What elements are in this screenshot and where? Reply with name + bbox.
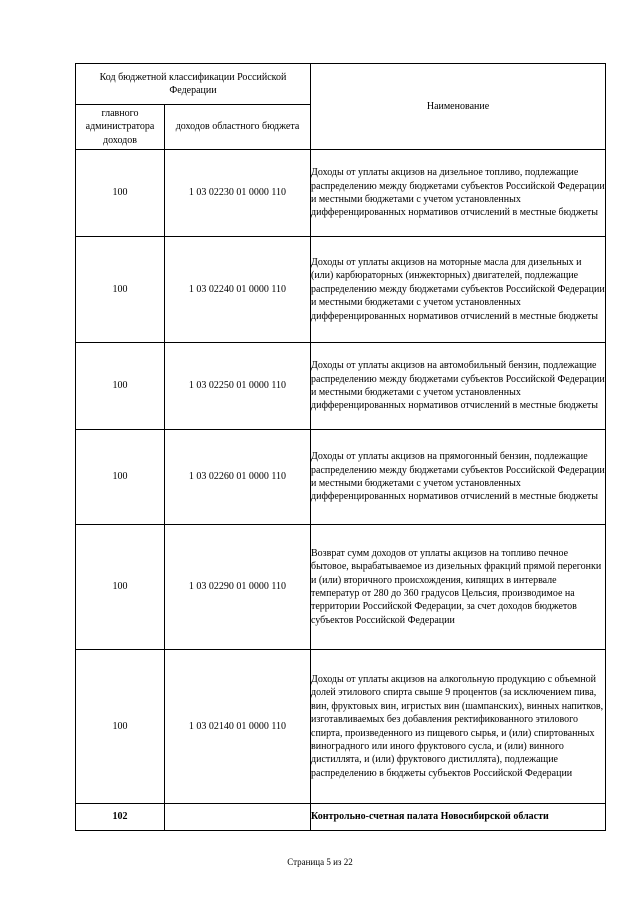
income-name: Контрольно-счетная палата Новосибирской области xyxy=(311,804,606,831)
table-row xyxy=(76,650,606,804)
income-name: Доходы от уплаты акцизов на алкогольную продукцию с объемной долей этилового спирта свыше 9 процентов (за исключением пива, вин, фруктовых вин, игристых вин (шампанских), винных напитков, изготавливаемых без добавления ректификованного этилового спирта, произведенного из пищевого сырья, и (или) спиртованных виноградного или иного фруктового сусла, и (или) винного дистиллята, и (или) фруктового дистиллята), подлежащие распределению в бюджеты субъектов Российской Федерации xyxy=(311,650,606,804)
admin-code: 100 xyxy=(76,430,165,525)
income-name: Доходы от уплаты акцизов на дизельное топливо, подлежащие распределению между бюджетами субъектов Российской Федерации и местными бюджетами с учетом установленных дифференцированных нормативов отчислений в местные бюджеты xyxy=(311,150,606,237)
header-admin: главного администратора доходов xyxy=(76,105,165,150)
header-income: доходов областного бюджета xyxy=(165,105,311,150)
income-name: Возврат сумм доходов от уплаты акцизов на топливо печное бытовое, вырабатываемое из дизельных фракций прямой перегонки и (или) вторичного происхождения, кипящих в интервале температур от 280 до 360 градусов Цельсия, производимое на территории Российской Федерации, за счет доходов бюджетов субъектов Российской Федерации xyxy=(311,525,606,650)
income-name: Доходы от уплаты акцизов на моторные масла для дизельных и (или) карбюраторных (инжекторных) двигателей, подлежащие распределению между бюджетами субъектов Российской Федерации и местными бюджетами с учетом установленных дифференцированных нормативов отчислений в местные бюджеты xyxy=(311,237,606,343)
income-code: 1 03 02290 01 0000 110 xyxy=(165,525,311,650)
income-code xyxy=(165,804,311,831)
income-code: 1 03 02240 01 0000 110 xyxy=(165,237,311,343)
table-row xyxy=(76,343,606,430)
table-row xyxy=(76,525,606,650)
admin-code: 100 xyxy=(76,650,165,804)
income-code: 1 03 02140 01 0000 110 xyxy=(165,650,311,804)
header-classification: Код бюджетной классификации Российской Федерации xyxy=(76,64,311,105)
income-name: Доходы от уплаты акцизов на автомобильный бензин, подлежащие распределению между бюджетами субъектов Российской Федерации и местными бюджетами с учетом установленных дифференцированных нормативов отчислений в местные бюджеты xyxy=(311,343,606,430)
admin-code: 100 xyxy=(76,237,165,343)
income-name: Доходы от уплаты акцизов на прямогонный бензин, подлежащие распределению между бюджетами субъектов Российской Федерации и местными бюджетами с учетом установленных дифференцированных нормативов отчислений в местные бюджеты xyxy=(311,430,606,525)
table-row-bold xyxy=(76,804,606,831)
admin-code: 100 xyxy=(76,150,165,237)
table-row xyxy=(76,150,606,237)
income-code: 1 03 02230 01 0000 110 xyxy=(165,150,311,237)
income-code: 1 03 02260 01 0000 110 xyxy=(165,430,311,525)
admin-code: 100 xyxy=(76,343,165,430)
budget-classification-table xyxy=(75,63,606,831)
income-code: 1 03 02250 01 0000 110 xyxy=(165,343,311,430)
admin-code: 102 xyxy=(76,804,165,831)
header-name: Наименование xyxy=(311,64,606,150)
page-number: Страница 5 из 22 xyxy=(287,857,353,867)
table-row xyxy=(76,237,606,343)
table-row xyxy=(76,430,606,525)
admin-code: 100 xyxy=(76,525,165,650)
